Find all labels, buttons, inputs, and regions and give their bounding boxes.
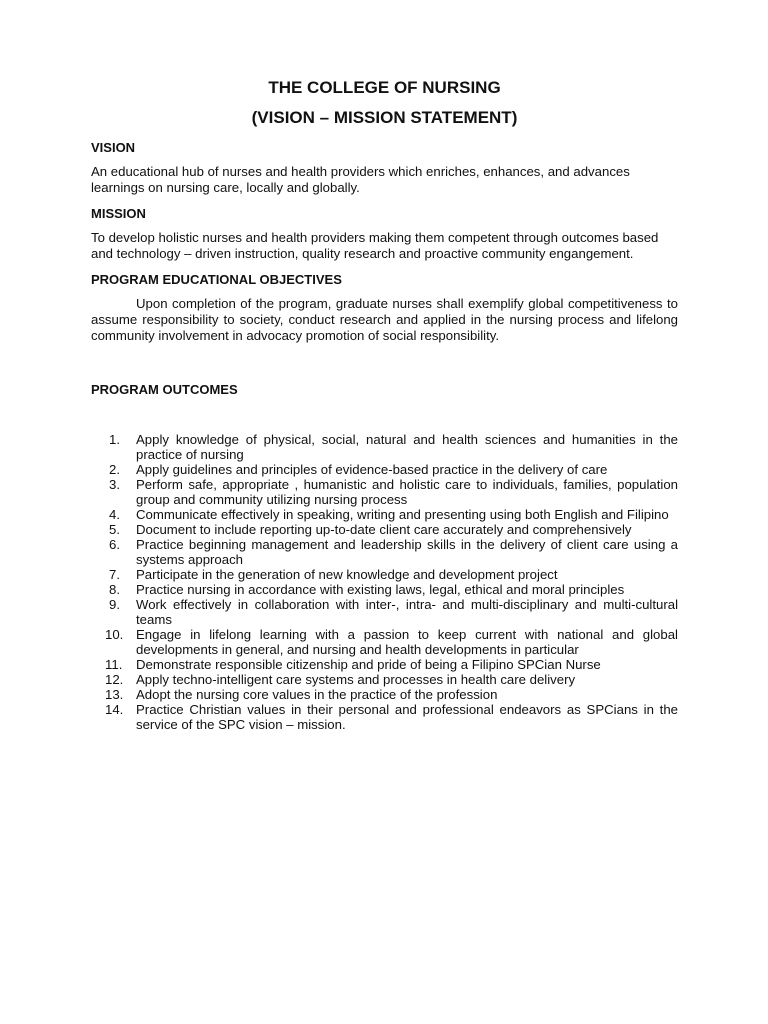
list-item-text: Apply techno-intelligent care systems and processes in health care delivery bbox=[136, 672, 576, 687]
list-item-text: Practice nursing in accordance with existing laws, legal, ethical and moral principles bbox=[136, 582, 625, 597]
list-item-text: Participate in the generation of new knowledge and development project bbox=[136, 567, 558, 582]
vision-section bbox=[91, 140, 678, 196]
list-item bbox=[91, 537, 678, 567]
outcomes-list bbox=[91, 432, 678, 732]
list-item bbox=[91, 432, 678, 462]
list-item bbox=[91, 657, 678, 672]
list-item-text: Perform safe, appropriate , humanistic and holistic care to individuals, families, population group and community utilizing nursing process bbox=[136, 477, 678, 507]
spacer bbox=[91, 354, 678, 382]
list-item bbox=[91, 672, 678, 687]
list-item-number: 9. bbox=[109, 597, 120, 612]
list-item-number: 8. bbox=[109, 582, 120, 597]
list-item-text: Demonstrate responsible citizenship and pride of being a Filipino SPCian Nurse bbox=[136, 657, 601, 672]
document-title: THE COLLEGE OF NURSING bbox=[268, 78, 501, 97]
mission-text: To develop holistic nurses and health providers making them competent through outcomes based and technology – driven instruction, quality research and proactive community engangement. bbox=[91, 230, 659, 261]
list-item-text: Practice beginning management and leadership skills in the delivery of client care using a systems approach bbox=[136, 537, 678, 567]
peo-section bbox=[91, 272, 678, 344]
list-item bbox=[91, 567, 678, 582]
outcomes-section bbox=[91, 382, 678, 732]
mission-section bbox=[91, 206, 678, 262]
list-item bbox=[91, 507, 678, 522]
list-item bbox=[91, 477, 678, 507]
list-item-number: 6. bbox=[109, 537, 120, 552]
outcomes-heading: PROGRAM OUTCOMES bbox=[91, 382, 238, 397]
list-item-text: Communicate effectively in speaking, writing and presenting using both English and Filipino bbox=[136, 507, 669, 522]
list-item-text: Engage in lifelong learning with a passion to keep current with national and global developments in general, and nursing and health developments in particular bbox=[136, 627, 678, 657]
peo-heading: PROGRAM EDUCATIONAL OBJECTIVES bbox=[91, 272, 342, 287]
list-item bbox=[91, 627, 678, 657]
list-item-text: Work effectively in collaboration with inter-, intra- and multi-disciplinary and multi-cultural teams bbox=[136, 597, 678, 627]
list-item bbox=[91, 462, 678, 477]
document-subtitle: (VISION – MISSION STATEMENT) bbox=[251, 108, 518, 127]
list-item bbox=[91, 597, 678, 627]
list-item-number: 1. bbox=[109, 432, 120, 447]
list-item-number: 2. bbox=[109, 462, 120, 477]
peo-text: Upon completion of the program, graduate nurses shall exemplify global competitiveness to assume responsibility to society, conduct research and applied in the nursing process and lifelong community involvement in advocacy promotion of social responsibility. bbox=[91, 296, 678, 343]
mission-heading: MISSION bbox=[91, 206, 146, 221]
vision-text: An educational hub of nurses and health providers which enriches, enhances, and advances learnings on nursing care, locally and globally. bbox=[91, 164, 630, 195]
list-item-text: Document to include reporting up-to-date client care accurately and comprehensively bbox=[136, 522, 632, 537]
list-item-text: Apply guidelines and principles of evidence-based practice in the delivery of care bbox=[136, 462, 608, 477]
list-item-number: 12. bbox=[105, 672, 124, 687]
list-item-text: Practice Christian values in their personal and professional endeavors as SPCians in the service of the SPC vision – mission. bbox=[136, 702, 678, 732]
list-item-number: 3. bbox=[109, 477, 120, 492]
list-item-number: 4. bbox=[109, 507, 120, 522]
list-item-number: 13. bbox=[105, 687, 124, 702]
list-item bbox=[91, 582, 678, 597]
list-item-text: Adopt the nursing core values in the practice of the profession bbox=[136, 687, 498, 702]
list-item-text: Apply knowledge of physical, social, natural and health sciences and humanities in the practice of nursing bbox=[136, 432, 678, 462]
list-item-number: 11. bbox=[105, 657, 123, 672]
list-item-number: 5. bbox=[109, 522, 120, 537]
spacer bbox=[91, 406, 678, 432]
vision-heading: VISION bbox=[91, 140, 136, 155]
list-item bbox=[91, 702, 678, 732]
list-item-number: 14. bbox=[105, 702, 124, 717]
list-item bbox=[91, 687, 678, 702]
list-item bbox=[91, 522, 678, 537]
list-item-number: 7. bbox=[109, 567, 120, 582]
list-item-number: 10. bbox=[105, 627, 124, 642]
